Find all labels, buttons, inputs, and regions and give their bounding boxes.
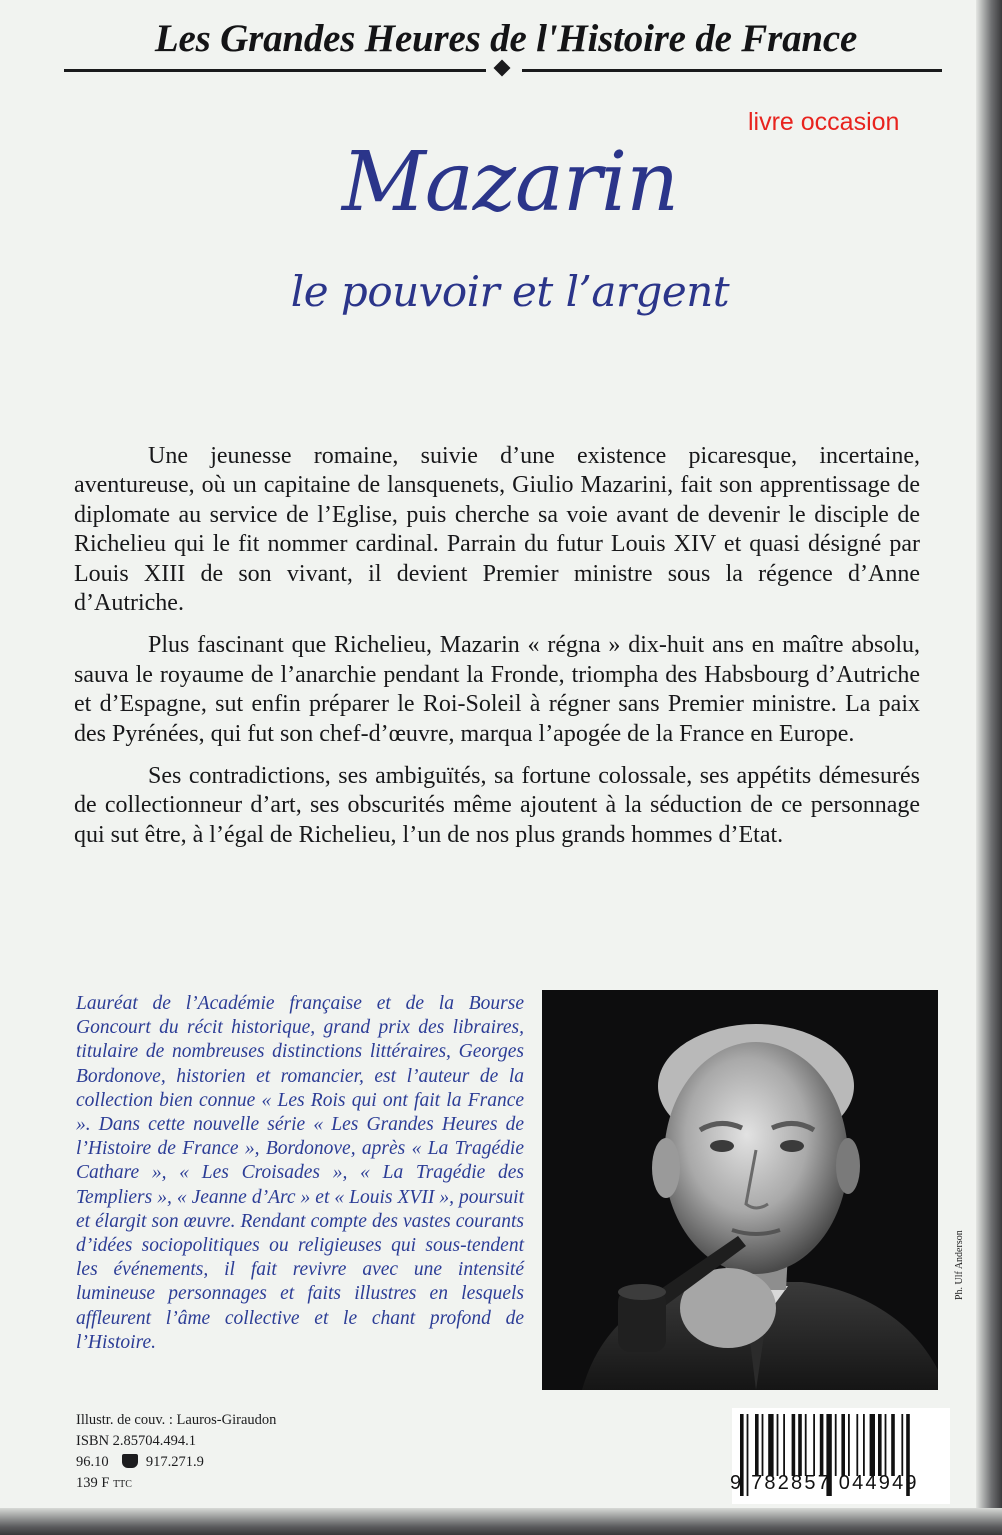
barcode-digits: 9 782857 044949 bbox=[730, 1472, 919, 1494]
barcode-bar bbox=[813, 1414, 815, 1476]
colophon bbox=[76, 1410, 276, 1495]
author-bio: Lauréat de l’Académie française et de la Bourse Goncourt du récit historique, grand prix des libraires, titulaire de nombreuses distinctions littéraires, Georges Bordonove, historien et romancier, est l’auteur de la collection bien connue « Les Rois qui ont fait la France ». Dans cette nouvelle série « Les Grandes Heures de l’Histoire de France », Bordonove, après « La Tragédie Cathare », « Les Croisades », « La Tragédie des Templiers », « Jeanne d’Arc » et « Louis XVII », poursuit et élargit son œuvre. Rendant compte des vastes courants d’idées sociopolitiques ou religieuses qui sous-tendent les événements, il fait revivre avec une intensité lumineuse personnages et faits illustres en lesquels affleurent l’âme collective et le chant profond de l’Histoire. bbox=[76, 993, 524, 1353]
barcode-bar bbox=[798, 1414, 802, 1476]
barcode-bar bbox=[820, 1414, 824, 1476]
blurb bbox=[74, 442, 920, 863]
price bbox=[76, 1473, 276, 1495]
barcode-bar bbox=[783, 1414, 785, 1476]
barcode-bar bbox=[901, 1414, 903, 1476]
barcode-bar bbox=[805, 1414, 807, 1476]
author-portrait-icon bbox=[542, 990, 938, 1390]
used-book-label: livre occasion bbox=[748, 108, 900, 136]
photo-credit: Ph. Ulf Anderson bbox=[954, 1230, 965, 1300]
illustration-credit: Illustr. de couv. : Lauros-Giraudon bbox=[76, 1412, 277, 1428]
blurb-paragraph: Plus fascinant que Richelieu, Mazarin « régna » dix-huit ans en maître absolu, sauva le royaume de l’anarchie pendant la Fronde, triompha des Habsbourg d’Autriche et d’Espagne, sut enfin préparer le Roi-Soleil à régner sans Premier ministre. La paix des Pyrénées, qui fut son chef-d’œuvre, marqua l’apogée de la France en Europe. bbox=[74, 632, 920, 747]
title-rule-left bbox=[64, 69, 486, 72]
barcode-bar bbox=[777, 1414, 779, 1476]
blurb-paragraph: Une jeunesse romaine, suivie d’une existence picaresque, incertaine, aventureuse, où un capitaine de lansquenets, Giulio Mazarini, fait son apprentissage de diplomate au service de l’Eglise, puis cherche sa voie avant de devenir le disciple de Richelieu qui le fit nommer cardinal. Parrain du futur Louis XIV et quasi désigné par Louis XIII de son vivant, il devient Premier ministre sous la régence d’Anne d’Autriche. bbox=[74, 443, 920, 617]
barcode-bar bbox=[835, 1414, 837, 1476]
title-rule-right bbox=[522, 69, 942, 72]
barcode-bar bbox=[856, 1414, 858, 1476]
code-right: 917.271.9 bbox=[145, 1454, 204, 1470]
barcode-bar bbox=[863, 1414, 865, 1476]
barcode-bar bbox=[755, 1414, 759, 1476]
barcode-bar bbox=[762, 1414, 764, 1476]
isbn: ISBN 2.85704.494.1 bbox=[76, 1433, 197, 1449]
barcode-bar bbox=[768, 1414, 773, 1476]
publisher-logo-icon bbox=[122, 1454, 138, 1468]
barcode-bar bbox=[878, 1414, 882, 1476]
series-title: Les Grandes Heures de l'Histoire de France bbox=[154, 17, 858, 60]
barcode-bar bbox=[841, 1414, 845, 1476]
barcode-bar bbox=[848, 1414, 850, 1476]
book-title: Mazarin bbox=[341, 135, 679, 230]
barcode-bar bbox=[885, 1414, 887, 1476]
barcode-bar bbox=[870, 1414, 875, 1476]
code-left: 96.10 bbox=[76, 1454, 109, 1470]
author-photo bbox=[542, 990, 938, 1390]
blurb-paragraph: Ses contradictions, ses ambiguïtés, sa fortune colossale, ses appétits démesurés de collectionneur d’art, ses obscurités même ajoutent à la séduction de ce personnage qui sut être, à l’égal de Richelieu, l’un de nos plus grands hommes d’Etat. bbox=[74, 763, 920, 848]
price-suffix: TTC bbox=[113, 1479, 132, 1490]
book-subtitle: le pouvoir et l’argent bbox=[290, 267, 730, 316]
price-value: 139 F bbox=[76, 1475, 110, 1491]
catalog-codes bbox=[76, 1452, 276, 1473]
barcode-bar bbox=[891, 1414, 895, 1476]
barcode-bar bbox=[792, 1414, 796, 1476]
